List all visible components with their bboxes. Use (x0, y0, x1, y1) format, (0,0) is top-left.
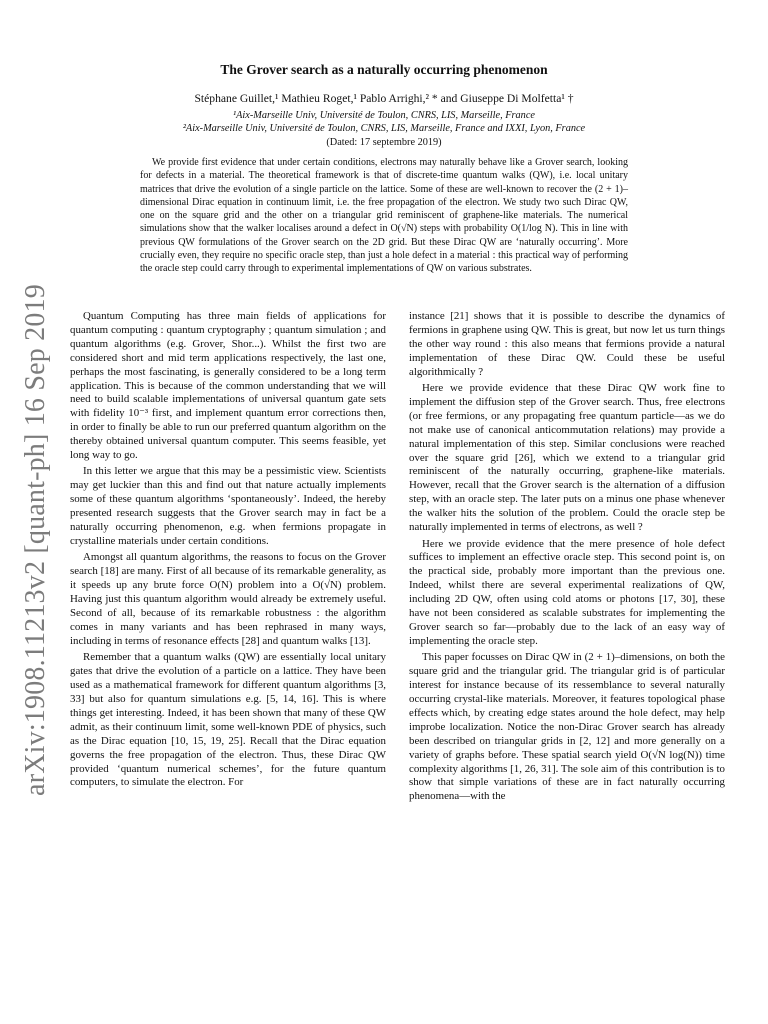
affiliation-2: ²Aix-Marseille Univ, Université de Toulon, CNRS, LIS, Marseille, France and IXXI, Lyon, France (182, 123, 586, 134)
paragraph: instance [21] shows that it is possible to describe the dynamics of fermions in graphene using QW. This is great, but now let us turn things the other way round : this also means that fermions provide a natural implementation of these Dirac QW. Could these be useful algorithmically ? (409, 310, 725, 378)
dated-line: (Dated: 17 septembre 2019) (326, 137, 442, 148)
paragraph: Remember that a quantum walks (QW) are essentially local unitary gates that drive the evolution of a particle on a lattice. They have been used as a mathematical framework for different quantum algorithms [3, 33] but also for quantum simulations e.g. [5, 14, 16]. This is where things get interesting. Indeed, it has been shown that many of these QW admit, as their continuum limit, some well-known PDE of physics, such as the Dirac equation [10, 15, 19, 25]. Recall that the Dirac equation governs the free propagation of the electron. Thus, these Dirac QW provided ‘quantum numerical schemes’, for the future quantum computers, to simulate the electron. For (70, 651, 386, 789)
left-column (70, 310, 386, 793)
arxiv-sidebar-stamp: arXiv:1908.11213v2 [quant-ph] 16 Sep 2019 (20, 284, 51, 796)
paragraph: Quantum Computing has three main fields of applications for quantum computing : quantum cryptography ; quantum simulation ; and quantum algorithms (e.g. Grover, Shor...). Whilst the first two are considered short and mid term applications respectively, the last one, perhaps the most fascinating, is generally considered to be a long term application. This is because of the common understanding that we will need to build scalable implementations of universal quantum gate sets with fidelity 10⁻³ first, and implement quantum error corrections then, in order to finally be able to run our preferred quantum algorithm on the thereby obtained universal quantum computer. This seems feasible, yet long way to go. (70, 310, 386, 462)
paper-title: The Grover search as a naturally occurring phenomenon (220, 62, 548, 77)
paragraph: Here we provide evidence that these Dirac QW work fine to implement the diffusion step of the Grover search. Thus, free electrons (or free fermions, or any propagating free quantum particle—as we do not make use of canonical anticommutation relations) may provide a natural implementation of this step. Similar conclusions were reached over the square grid [26], which we extend to a triangular grid reminiscent of the naturally occurring, graphene-like materials. However, recall that the Grover search is the alternation of a diffusion step, with an oracle step. The later puts on a minus one phase whenever the walker hits the solution of the problem. Could the oracle step be naturally implemented in terms of electrons, as well ? (409, 382, 725, 534)
right-column (409, 310, 725, 807)
paragraph: Here we provide evidence that the mere presence of hole defect suffices to implement an effective oracle step. This second point is, on the practical side, probably more important than the previous one. Indeed, whilst there are several experimental realizations of QW, including 2D QW, often using cold atoms or photons [17, 30], these have not been considered as scalable substrates for implementing the Grover search so far—probably due to the lack of an easy way of implementing the oracle step. (409, 537, 725, 647)
paragraph: Amongst all quantum algorithms, the reasons to focus on the Grover search [18] are many. First of all because of its remarkable generality, as it speeds up any brute force O(N) problem into a O(√N) problem. Having just this quantum algorithm would already be extremely useful. Second of all, because of its remarkable robustness : the algorithm comes in many variants and has been rephrased in many ways, including in terms of resonance effects [28] and quantum walks [13]. (70, 551, 386, 647)
paragraph: This paper focusses on Dirac QW in (2 + 1)–dimensions, on both the square grid and the triangular grid. The triangular grid is of particular interest for instance because of its ressemblance to several naturally occurring crystal-like materials. Moreover, it features topological phase effects which, by creating edge states around the hole defect, may help improbe localization. Notice the non-Dirac Grover search has already been described on triangular grids in [2, 12] and more generally on a variety of graphs before. These spatial search yield O(√N log(N)) time complexity algorithms [1, 26, 31]. The sole aim of this contribution is to show that simple variations of these are in fact naturally occurring phenomena—with the (409, 651, 725, 803)
affiliation-1: ¹Aix-Marseille Univ, Université de Toulon, CNRS, LIS, Marseille, France (233, 110, 535, 121)
abstract: We provide first evidence that under certain conditions, electrons may naturally behave like a Grover search, looking for defects in a material. The theoretical framework is that of discrete-time quantum walks (QW), i.e. local unitary matrices that drive the evolution of a single particle on the lattice. Some of these are well-known to recover the (2 + 1)–dimensional Dirac equation in continuum limit, i.e. the free propagation of the electron. We study two such Dirac QW, one on the square grid and the other on a triangular grid reminiscent of graphene-like materials. The numerical simulations show that the walker localises around a defect in O(√N) steps with probability O(1/log N). This in line with previous QW formulations of the Grover search on the 2D grid. But these Dirac QW are ‘naturally occurring’. More crucially even, they require no specific oracle step, than just a hole defect in a material : this practical way of performing the oracle step could carry through to experimental implementations of QW on various substrates. (140, 157, 628, 275)
paragraph: In this letter we argue that this may be a pessimistic view. Scientists may get luckier than this and find out that nature actually implements some of these quantum algorithms ‘spontaneously’. Indeed, the hereby presented research suggests that the Grover search may in fact be a naturally occurring phenomenon, e.g. when fermions propagate in crystalline materials under certain conditions. (70, 465, 386, 547)
author-list: Stéphane Guillet,¹ Mathieu Roget,¹ Pablo Arrighi,² * and Giuseppe Di Molfetta¹ † (194, 92, 574, 105)
